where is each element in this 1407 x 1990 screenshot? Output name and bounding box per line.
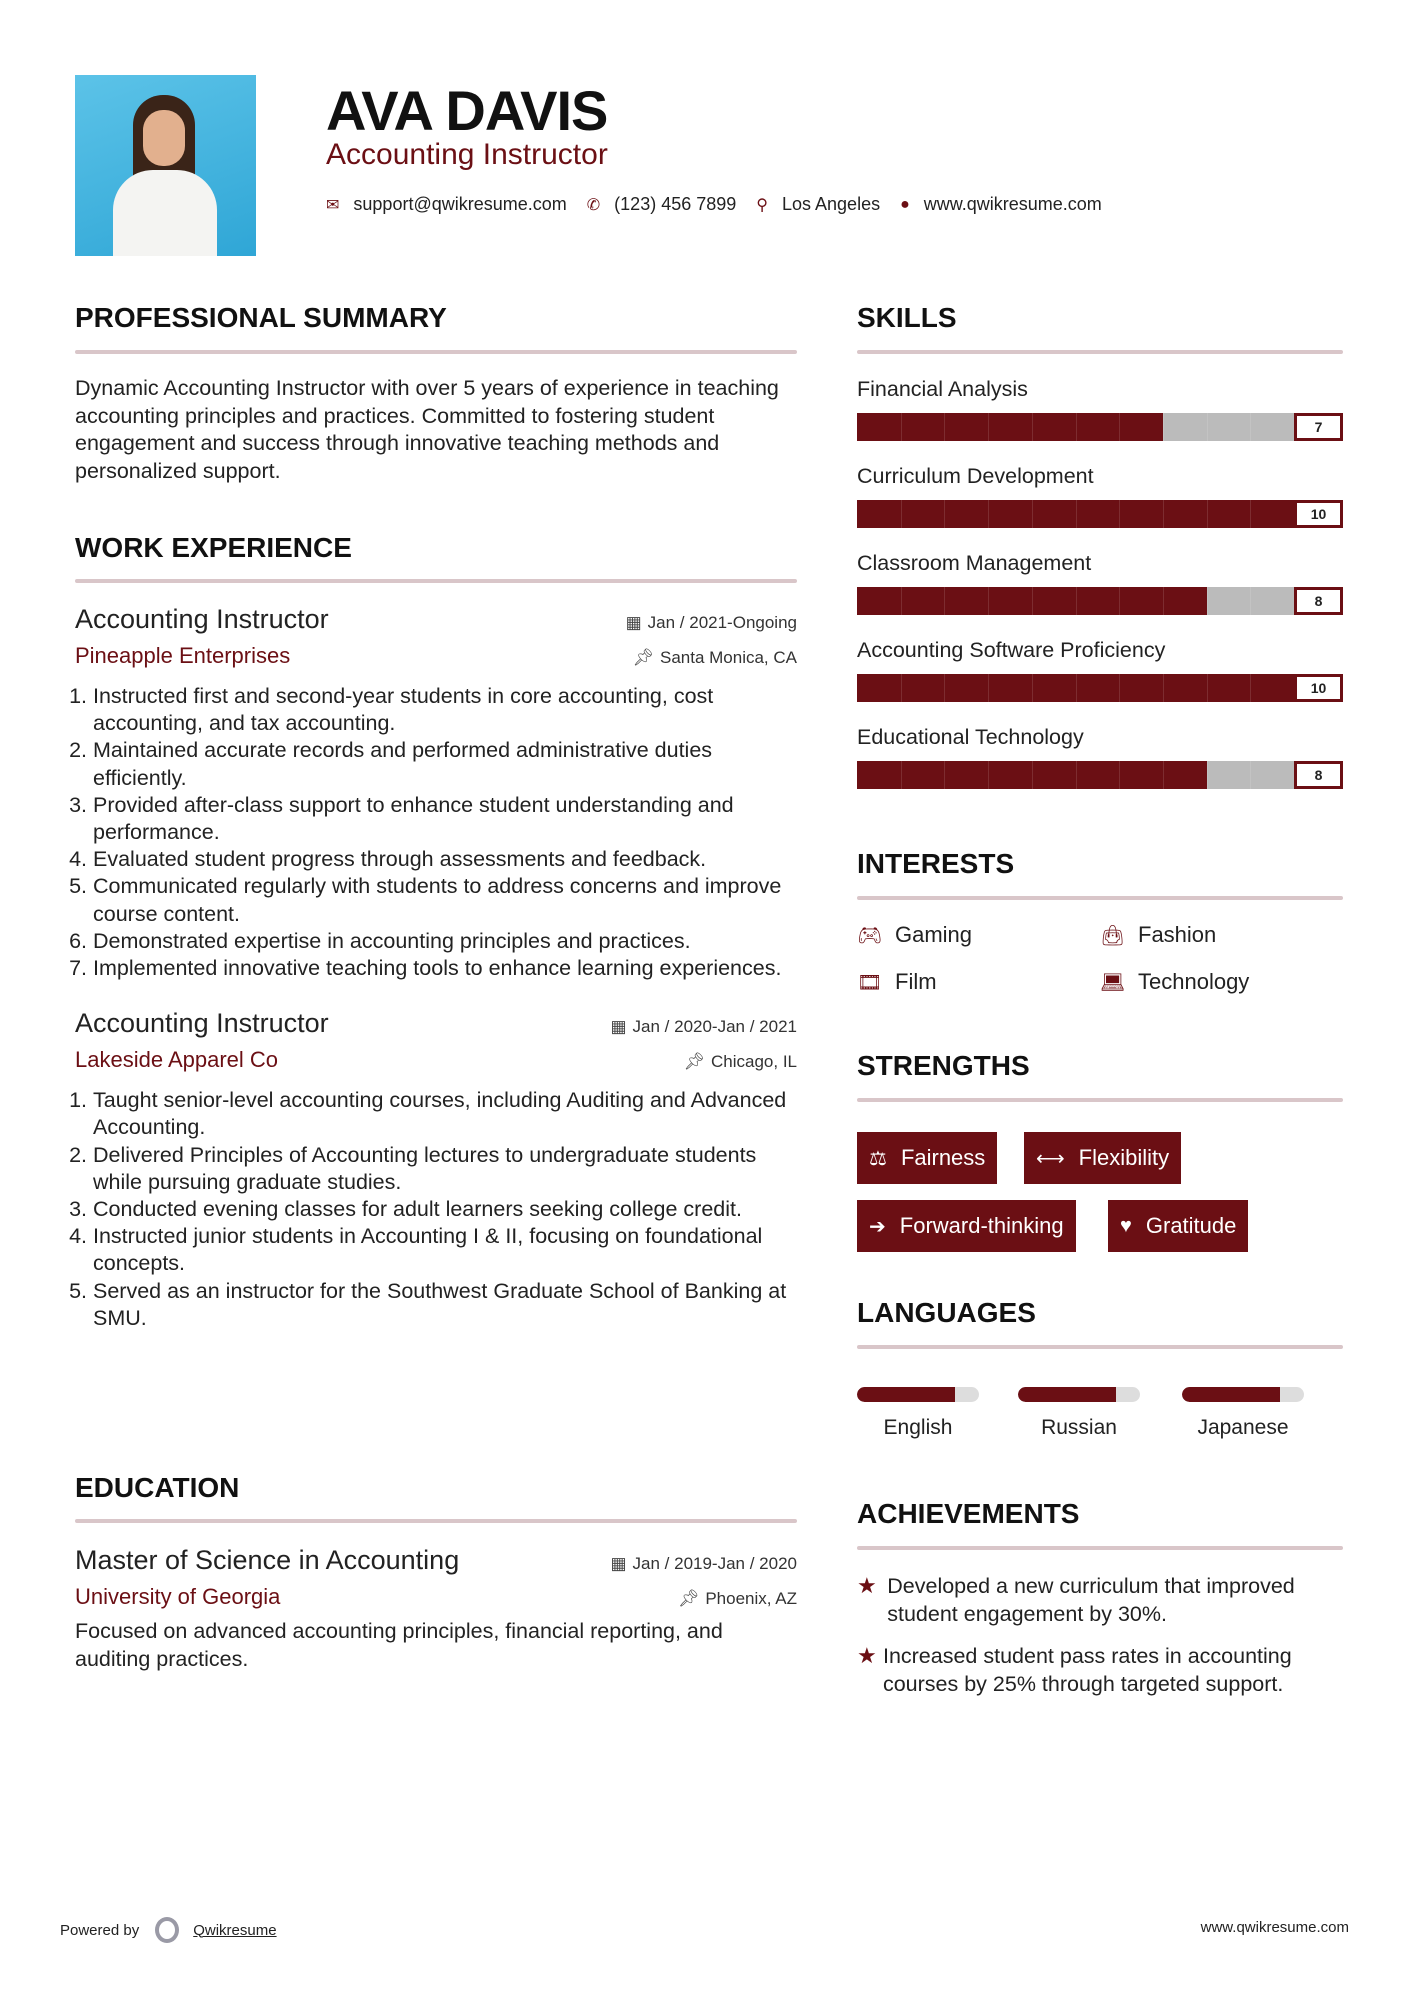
job-date: Jan / 2021-Ongoing xyxy=(647,613,797,632)
education-section xyxy=(75,1472,797,1673)
pin-icon: 📌︎ xyxy=(677,1589,700,1608)
skill-name: Classroom Management xyxy=(857,551,1092,575)
powered-by-text: Powered by xyxy=(60,1921,140,1939)
skill-item xyxy=(857,464,1343,528)
bar-segment xyxy=(1032,587,1033,615)
achievement-item: ★ Increased student pass rates in accounting courses by 25% through targeted support. xyxy=(857,1643,1292,1696)
summary-section xyxy=(75,302,797,485)
interests-section xyxy=(857,848,1343,900)
language-bar-fill xyxy=(857,1387,955,1402)
footer-website[interactable]: www.qwikresume.com xyxy=(1200,1919,1349,1936)
job-bullet: 1. Instructed first and second-year students in core accounting, cost accounting, and tax accounting. xyxy=(93,683,797,737)
language-name: Japanese xyxy=(1197,1416,1289,1439)
skill-item xyxy=(857,638,1343,702)
bar-segment xyxy=(1250,761,1251,789)
skill-item xyxy=(857,725,1343,789)
bar-segment xyxy=(1163,674,1164,702)
bar-segment xyxy=(988,761,989,789)
bar-segment xyxy=(1119,587,1120,615)
bar-segment xyxy=(1076,413,1077,441)
location-text: Los Angeles xyxy=(782,194,881,214)
language-bar xyxy=(1182,1387,1304,1402)
profile-photo xyxy=(75,75,256,256)
achievement-item: ★ Developed a new curriculum that improved student engagement by 30%. xyxy=(857,1573,1295,1626)
skill-name: Financial Analysis xyxy=(857,377,1028,401)
calendar-icon: ▦ xyxy=(625,613,642,632)
skill-bar xyxy=(857,413,1343,441)
bar-segment xyxy=(988,587,989,615)
language-item xyxy=(1182,1387,1304,1440)
job-entry xyxy=(75,1008,797,1332)
strength-forward-thinking: ➔ Forward-thinking xyxy=(857,1200,1076,1252)
bar-segment xyxy=(901,587,902,615)
bar-segment xyxy=(988,674,989,702)
job-role: Accounting Instructor xyxy=(75,1008,329,1039)
skill-level: 8 xyxy=(1294,587,1343,615)
job-bullet: 2. Maintained accurate records and performed administrative duties efficiently. xyxy=(93,737,797,791)
bar-segment xyxy=(1250,587,1251,615)
skill-bar-fill xyxy=(857,674,1343,702)
divider xyxy=(857,1546,1343,1550)
bar-segment xyxy=(1163,500,1164,528)
balance-scale-icon: ⚖ xyxy=(869,1147,887,1170)
bar-segment xyxy=(988,413,989,441)
star-icon: ★ xyxy=(857,1643,877,1668)
skill-bar-fill xyxy=(857,500,1343,528)
bar-segment xyxy=(1163,587,1164,615)
job-bullet: 6. Demonstrated expertise in accounting principles and practices. xyxy=(93,928,797,955)
bar-segment xyxy=(1076,761,1077,789)
language-bar xyxy=(1018,1387,1140,1402)
bar-segment xyxy=(944,674,945,702)
skill-level: 10 xyxy=(1294,500,1343,528)
shopping-bag-icon: 👜︎ xyxy=(1100,924,1126,947)
footer-left xyxy=(60,1917,277,1943)
job-bullet: 5. Communicated regularly with students to address concerns and improve course content. xyxy=(93,873,797,927)
job-company: Lakeside Apparel Co xyxy=(75,1047,279,1073)
divider xyxy=(857,896,1343,900)
bar-segment xyxy=(1032,413,1033,441)
bar-segment xyxy=(944,500,945,528)
bar-segment xyxy=(1032,761,1033,789)
bar-segment xyxy=(1250,413,1251,441)
interest-technology: 💻︎ Technology xyxy=(1100,969,1250,994)
phone-text: (123) 456 7899 xyxy=(614,194,737,214)
skill-bar xyxy=(857,674,1343,702)
bar-segment xyxy=(901,500,902,528)
bar-segment xyxy=(1163,761,1164,789)
skill-name: Educational Technology xyxy=(857,725,1084,749)
arrows-horizontal-icon: ⟷ xyxy=(1036,1147,1065,1170)
interest-film: 🎞︎ Film xyxy=(857,969,937,994)
bar-segment xyxy=(1163,413,1164,441)
candidate-title: Accounting Instructor xyxy=(326,138,608,171)
job-role: Accounting Instructor xyxy=(75,604,329,634)
bar-segment xyxy=(944,413,945,441)
gamepad-icon: 🎮︎ xyxy=(857,924,883,947)
bar-segment xyxy=(1207,587,1208,615)
language-item xyxy=(1018,1387,1140,1440)
interest-fashion: 👜︎ Fashion xyxy=(1100,922,1217,947)
laptop-icon: 💻︎ xyxy=(1100,971,1126,994)
skills-section xyxy=(857,302,1343,812)
strengths-section xyxy=(857,1050,1343,1102)
divider xyxy=(75,1519,797,1523)
language-bar xyxy=(857,1387,979,1402)
bar-segment xyxy=(1250,674,1251,702)
qwikresume-logo-icon xyxy=(155,1917,179,1943)
section-heading: ACHIEVEMENTS xyxy=(857,1498,1080,1529)
summary-text: Dynamic Accounting Instructor with over 5 years of experience in teaching accounting principles and practices. Committed to fostering student engagement and success through innovative teaching methods and personalized support. xyxy=(75,376,779,483)
bar-segment xyxy=(1119,413,1120,441)
job-bullet: 2. Delivered Principles of Accounting lectures to undergraduate students while pursuing graduate studies. xyxy=(93,1142,797,1196)
strength-flexibility: ⟷ Flexibility xyxy=(1024,1132,1181,1184)
divider xyxy=(75,350,797,354)
bar-segment xyxy=(1250,500,1251,528)
job-company: Pineapple Enterprises xyxy=(75,643,291,668)
divider xyxy=(857,350,1343,354)
job-location: Chicago, IL xyxy=(711,1052,797,1072)
divider xyxy=(75,579,797,583)
job-bullet: 3. Conducted evening classes for adult learners seeking college credit. xyxy=(93,1196,797,1223)
globe-icon: ● xyxy=(900,195,910,213)
skill-item xyxy=(857,551,1343,615)
interest-gaming: 🎮︎ Gaming xyxy=(857,922,973,947)
bar-segment xyxy=(1207,413,1208,441)
job-date: Jan / 2020-Jan / 2021 xyxy=(632,1017,797,1037)
work-section xyxy=(75,532,797,583)
bar-segment xyxy=(1076,674,1077,702)
bar-segment xyxy=(1207,500,1208,528)
skill-item xyxy=(857,377,1343,441)
skill-bar xyxy=(857,500,1343,528)
education-description: Focused on advanced accounting principles, financial reporting, and auditing practices. xyxy=(75,1619,723,1671)
pin-icon: 📌︎ xyxy=(683,1052,705,1072)
website-link[interactable]: www.qwikresume.com xyxy=(923,194,1102,214)
contact-bar xyxy=(326,194,1122,215)
job-bullet: 1. Taught senior-level accounting courses, including Auditing and Advanced Accounting. xyxy=(93,1087,797,1141)
skill-bar xyxy=(857,587,1343,615)
skill-level: 8 xyxy=(1294,761,1343,789)
language-bar-fill xyxy=(1018,1387,1116,1402)
strength-gratitude: ♥ Gratitude xyxy=(1108,1200,1248,1252)
job-bullet: 4. Evaluated student progress through assessments and feedback. xyxy=(93,846,797,873)
bar-segment xyxy=(1032,500,1033,528)
section-heading: PROFESSIONAL SUMMARY xyxy=(75,302,447,333)
language-item xyxy=(857,1387,979,1440)
bar-segment xyxy=(1032,674,1033,702)
bar-segment xyxy=(1119,674,1120,702)
bar-segment xyxy=(1207,674,1208,702)
email-link[interactable]: support@qwikresume.com xyxy=(353,194,567,214)
school: University of Georgia xyxy=(75,1584,281,1609)
skill-level: 7 xyxy=(1294,413,1343,441)
achievements-section xyxy=(857,1498,1343,1550)
education-location: Phoenix, AZ xyxy=(705,1589,797,1608)
bar-segment xyxy=(901,674,902,702)
skill-name: Accounting Software Proficiency xyxy=(857,638,1166,662)
arrow-right-icon: ➔ xyxy=(869,1215,886,1238)
job-bullet: 5. Served as an instructor for the Southwest Graduate School of Banking at SMU. xyxy=(93,1278,797,1332)
bar-segment xyxy=(1076,500,1077,528)
bar-segment xyxy=(988,500,989,528)
skill-bar-fill xyxy=(857,413,1163,441)
calendar-icon: ▦ xyxy=(610,1017,627,1037)
envelope-icon: ✉ xyxy=(326,196,340,214)
skill-bar xyxy=(857,761,1343,789)
section-heading: SKILLS xyxy=(857,302,957,333)
language-name: English xyxy=(883,1416,953,1439)
job-bullets xyxy=(75,1087,797,1332)
job-entry xyxy=(75,604,797,982)
divider xyxy=(857,1098,1343,1102)
job-list xyxy=(75,604,797,1358)
job-location: Santa Monica, CA xyxy=(659,648,797,667)
bar-segment xyxy=(1076,587,1077,615)
section-heading: WORK EXPERIENCE xyxy=(75,532,352,563)
strength-fairness: ⚖ Fairness xyxy=(857,1132,997,1184)
job-bullet: 7. Implemented innovative teaching tools to enhance learning experiences. xyxy=(93,955,797,982)
candidate-name: AVA DAVIS xyxy=(326,79,608,142)
bar-segment xyxy=(1207,761,1208,789)
job-bullets xyxy=(75,683,797,982)
phone-icon: ✆ xyxy=(586,196,601,214)
languages-section xyxy=(857,1297,1343,1349)
divider xyxy=(857,1345,1343,1349)
skill-name: Curriculum Development xyxy=(857,464,1094,488)
section-heading: STRENGTHS xyxy=(857,1050,1030,1081)
film-icon: 🎞︎ xyxy=(857,971,883,994)
bar-segment xyxy=(1119,761,1120,789)
bar-segment xyxy=(944,761,945,789)
calendar-icon: ▦ xyxy=(610,1554,627,1573)
bar-segment xyxy=(901,413,902,441)
star-icon: ★ xyxy=(857,1573,877,1598)
brand-link[interactable]: Qwikresume xyxy=(193,1921,277,1939)
bar-segment xyxy=(944,587,945,615)
map-marker-icon: ⚲ xyxy=(756,196,768,214)
degree: Master of Science in Accounting xyxy=(75,1545,460,1575)
pin-icon: 📌︎ xyxy=(632,648,654,667)
language-name: Russian xyxy=(1041,1416,1117,1439)
bar-segment xyxy=(901,761,902,789)
section-heading: EDUCATION xyxy=(75,1472,240,1503)
skill-level: 10 xyxy=(1294,674,1343,702)
job-bullet: 3. Provided after-class support to enhance student understanding and performance. xyxy=(93,792,797,846)
education-date: Jan / 2019-Jan / 2020 xyxy=(632,1554,797,1573)
section-heading: INTERESTS xyxy=(857,848,1015,879)
language-bar-fill xyxy=(1182,1387,1280,1402)
bar-segment xyxy=(1119,500,1120,528)
heart-icon: ♥ xyxy=(1120,1214,1132,1237)
section-heading: LANGUAGES xyxy=(857,1297,1036,1328)
job-bullet: 4. Instructed junior students in Accounting I & II, focusing on foundational concepts. xyxy=(93,1223,797,1277)
